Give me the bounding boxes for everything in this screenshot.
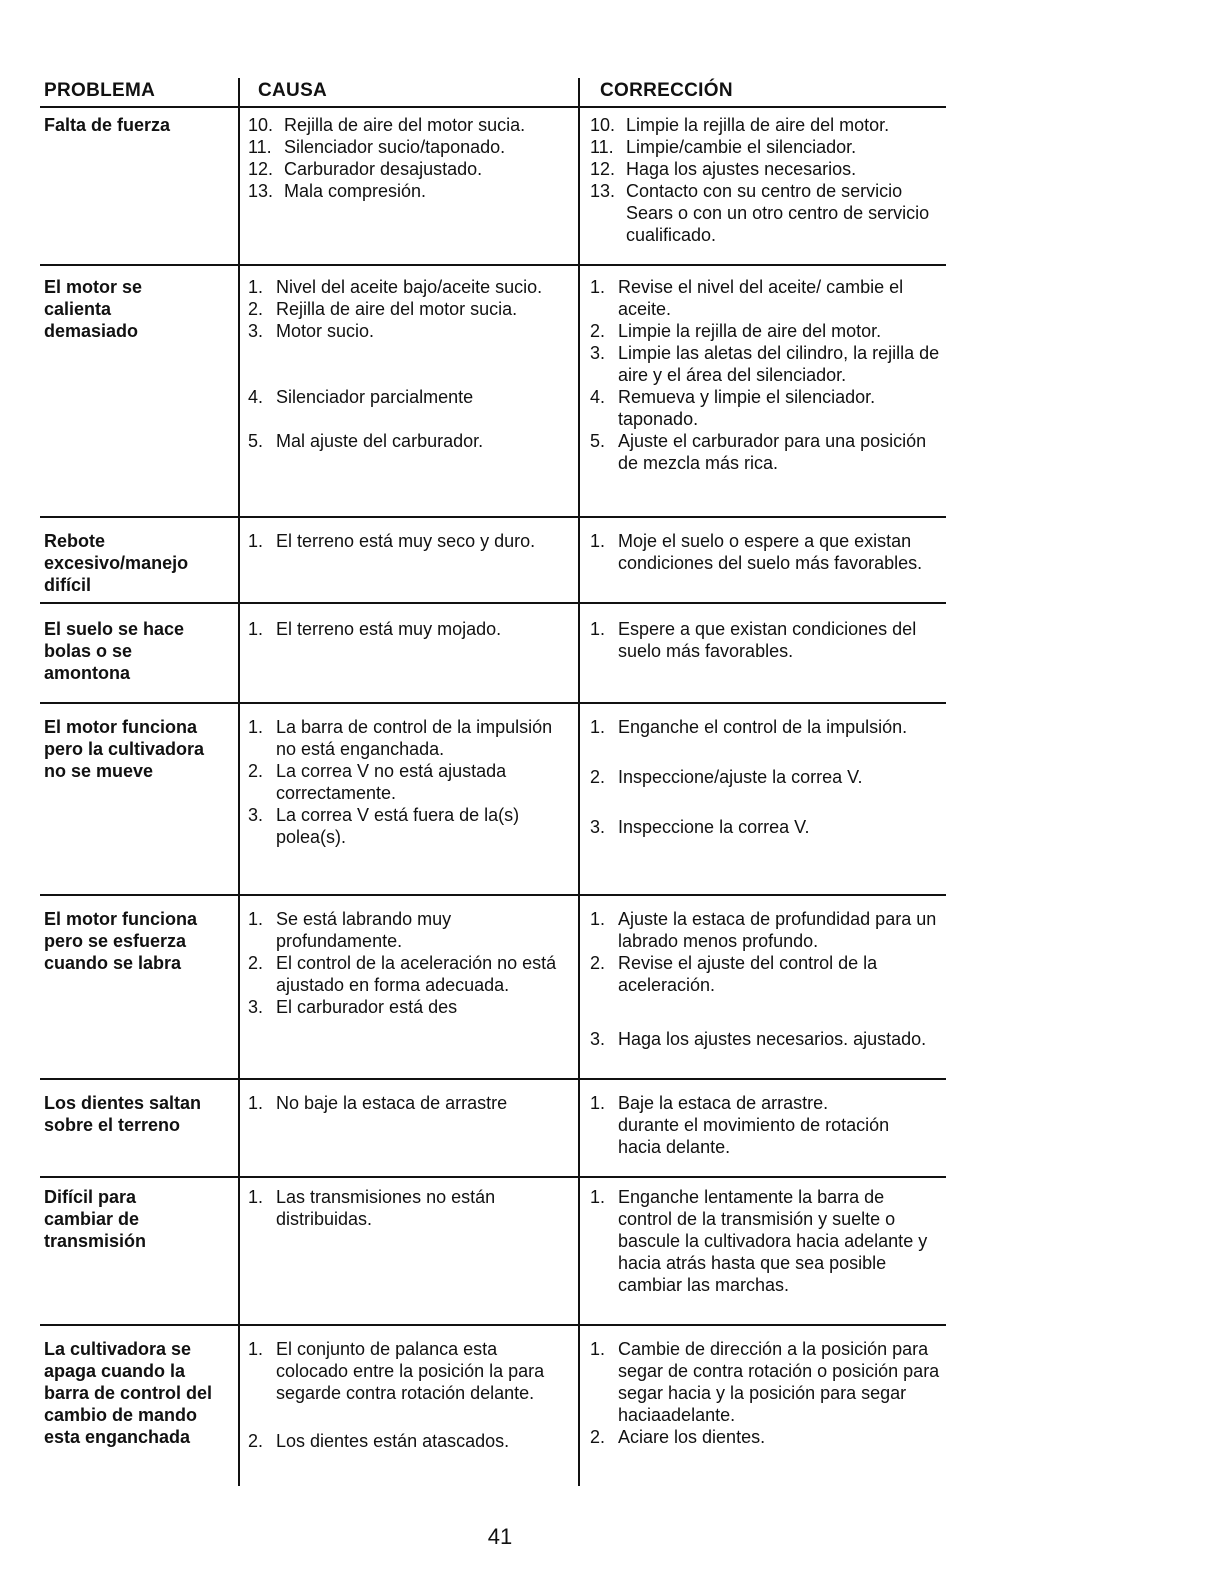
problem-cell: Rebote excesivo/manejo difícil — [44, 531, 189, 595]
list-item: 11. Silenciador sucio/taponado. — [248, 137, 506, 157]
list-item: 2. Limpie la rejilla de aire del motor. — [590, 321, 882, 341]
list-item: 1. El terreno está muy mojado. — [248, 619, 502, 639]
row-divider — [40, 516, 946, 518]
list-item: 11. Limpie/cambie el silenciador. — [590, 137, 857, 157]
list-item: 1. Baje la estaca de arrastre. durante el movimiento de rotación hacia delante. — [590, 1093, 890, 1157]
list-item: 1. El terreno está muy seco y duro. — [248, 531, 536, 551]
row-divider — [40, 264, 946, 266]
list-item: 3. Limpie las aletas del cilindro, la rejilla de aire y el área del silenciador. — [590, 343, 940, 385]
list-item: 5. Mal ajuste del carburador. — [248, 431, 484, 451]
row-divider — [40, 602, 946, 604]
list-item: 13. Contacto con su centro de servicio Sears o con un otro centro de servicio cualificado. — [590, 181, 930, 245]
correction-cell — [590, 1186, 940, 1296]
problem-cell: El suelo se hace bolas o se amontona — [44, 619, 185, 683]
problem-cell: El motor funciona pero se esfuerza cuando se labra — [44, 909, 197, 973]
column-divider-right — [578, 78, 580, 1486]
list-item: 5. Ajuste el carburador para una posición de mezcla más rica. — [590, 431, 927, 473]
list-item: 1. El conjunto de palanca esta colocado entre la posición la para segarde contra rotación delante. — [248, 1339, 545, 1403]
column-divider-left — [238, 78, 240, 1486]
list-item: 1. Espere a que existan condiciones del suelo más favorables. — [590, 619, 917, 661]
list-item: 3. El carburador está des — [248, 997, 458, 1017]
cause-cell — [248, 114, 573, 202]
cause-cell — [248, 908, 573, 1018]
list-item: 2. Los dientes están atascados. — [248, 1431, 510, 1451]
problem-cell: El motor se calienta demasiado — [44, 277, 143, 341]
list-item: 1. La barra de control de la impulsión no está enganchada. — [248, 717, 553, 759]
list-item: 2. La correa V no está ajustada correctamente. — [248, 761, 507, 803]
row-divider — [40, 894, 946, 896]
list-item: 1. Enganche lentamente la barra de control de la transmisión y suelte o bascule la cultivadora hacia adelante y hacia atrás hasta que sea posible cambiar las marchas. — [590, 1187, 928, 1295]
list-item: 3. Haga los ajustes necesarios. ajustado. — [590, 1029, 927, 1049]
cause-cell — [248, 1092, 573, 1114]
list-item: 1. No baje la estaca de arrastre — [248, 1093, 508, 1113]
page-number: 41 — [487, 1524, 513, 1549]
list-item: 1. Enganche el control de la impulsión. — [590, 717, 908, 737]
problem-cell: Difícil para cambiar de transmisión — [44, 1187, 147, 1251]
list-item: 1. Se está labrando muy profundamente. — [248, 909, 452, 951]
correction-cell — [590, 1092, 890, 1158]
list-item: 2. El control de la aceleración no está ajustado en forma adecuada. — [248, 953, 557, 995]
correction-cell — [590, 276, 940, 474]
problem-cell: Falta de fuerza — [44, 115, 171, 135]
row-divider — [40, 1176, 946, 1178]
list-item: 2. Inspeccione/ajuste la correa V. — [590, 767, 863, 787]
list-item: 2. Aciare los dientes. — [590, 1427, 766, 1447]
list-item: 3. Inspeccione la correa V. — [590, 817, 810, 837]
list-item: 1. Nivel del aceite bajo/aceite sucio. — [248, 277, 543, 297]
list-item: 12. Haga los ajustes necesarios. — [590, 159, 857, 179]
cause-cell — [248, 530, 573, 552]
problem-cell: El motor funciona pero la cultivadora no se mueve — [44, 717, 205, 781]
problem-cell: La cultivadora se apaga cuando la barra de control del cambio de mando esta enganchada — [44, 1339, 213, 1447]
list-item: 13. Mala compresión. — [248, 181, 427, 201]
list-item: 1. Las transmisiones no están distribuidas. — [248, 1187, 496, 1229]
list-item: 4. Silenciador parcialmente — [248, 387, 474, 407]
correction-cell — [590, 1338, 940, 1448]
correction-cell — [590, 908, 940, 1050]
row-divider — [40, 1324, 946, 1326]
header-problem: PROBLEMA — [44, 80, 156, 101]
row-divider — [40, 702, 946, 704]
list-item: 1. Cambie de dirección a la posición para segar de contra rotación o posición para segar hacia y la posición para segar haciaadelante. — [590, 1339, 940, 1425]
list-item: 3. Motor sucio. — [248, 321, 375, 341]
correction-cell — [590, 716, 940, 838]
correction-cell — [590, 114, 940, 246]
list-item: 1. Ajuste la estaca de profundidad para un labrado menos profundo. — [590, 909, 937, 951]
list-item: 2. Revise el ajuste del control de la aceleración. — [590, 953, 878, 995]
list-item: 10. Limpie la rejilla de aire del motor. — [590, 115, 890, 135]
header-correction: CORRECCIÓN — [600, 80, 733, 101]
cause-cell — [248, 618, 573, 640]
correction-cell — [590, 618, 940, 662]
list-item: 4. Remueva y limpie el silenciador. taponado. — [590, 387, 876, 429]
list-item: 1. Moje el suelo o espere a que existan condiciones del suelo más favorables. — [590, 531, 923, 573]
correction-cell — [590, 530, 940, 574]
header-cause: CAUSA — [258, 80, 328, 101]
list-item: 3. La correa V está fuera de la(s) polea(s). — [248, 805, 520, 847]
list-item: 10. Rejilla de aire del motor sucia. — [248, 115, 526, 135]
cause-cell — [248, 276, 573, 452]
cause-cell — [248, 716, 573, 848]
list-item: 2. Rejilla de aire del motor sucia. — [248, 299, 518, 319]
list-item: 12. Carburador desajustado. — [248, 159, 483, 179]
problem-cell: Los dientes saltan sobre el terreno — [44, 1093, 202, 1135]
cause-cell — [248, 1186, 573, 1230]
list-item: 1. Revise el nivel del aceite/ cambie el aceite. — [590, 277, 904, 319]
cause-cell — [248, 1338, 573, 1452]
header-rule — [40, 106, 946, 108]
row-divider — [40, 1078, 946, 1080]
